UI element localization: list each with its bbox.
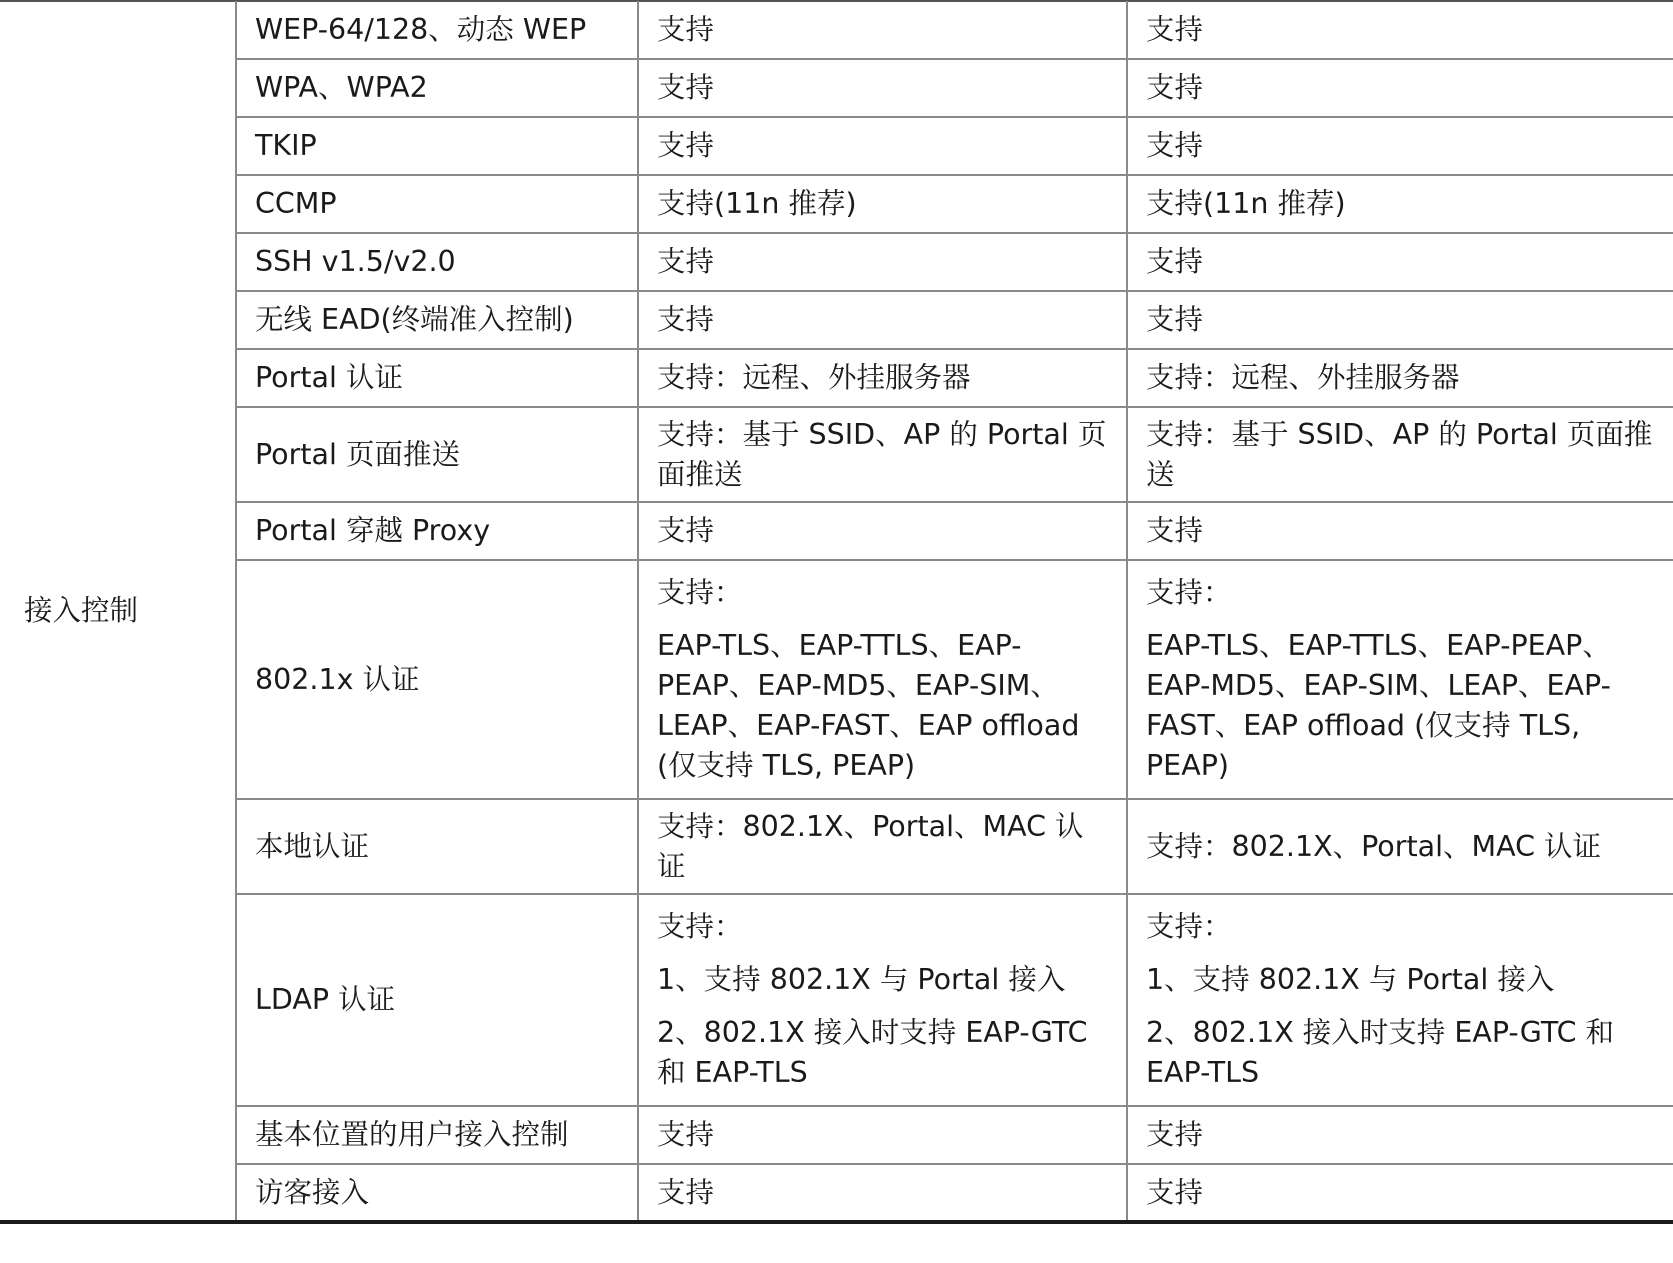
value-cell-b <box>638 894 1127 1106</box>
cell-text: 支持 <box>1146 303 1204 336</box>
feature-cell: WEP-64/128、动态 WEP <box>236 1 638 59</box>
cell-text: 1、支持 802.1X 与 Portal 接入 <box>657 963 1066 996</box>
cell-text: 支持 <box>657 129 715 162</box>
feature-cell: 访客接入 <box>236 1164 638 1222</box>
cell-text: 支持：802.1X、Portal、MAC 认证 <box>1146 829 1602 863</box>
value-cell-c <box>1127 175 1673 233</box>
cell-text: 2、802.1X 接入时支持 EAP-GTC 和 EAP-TLS <box>1146 1016 1615 1089</box>
table-row <box>0 799 1673 894</box>
feature-cell: Portal 穿越 Proxy <box>236 502 638 560</box>
cell-text: 支持： <box>657 910 743 943</box>
value-cell-c <box>1127 502 1673 560</box>
cell-text: 支持： <box>1146 910 1232 943</box>
spec-table <box>0 1 1673 1224</box>
value-cell-c <box>1127 59 1673 117</box>
cell-text: 支持 <box>657 1118 715 1151</box>
table-row <box>0 349 1673 407</box>
table-row <box>0 894 1673 1106</box>
feature-cell: 无线 EAD(终端准入控制) <box>236 291 638 349</box>
value-cell-c <box>1127 407 1673 502</box>
cell-text: 支持 <box>1146 245 1204 278</box>
cell-text: 支持(11n 推荐) <box>1146 187 1346 220</box>
table-row <box>0 407 1673 502</box>
cell-text: 支持：基于 SSID、AP 的 Portal 页面推送 <box>1146 417 1653 491</box>
cell-text: 支持(11n 推荐) <box>657 187 857 220</box>
value-cell-c <box>1127 349 1673 407</box>
table-row <box>0 117 1673 175</box>
cell-text: 1、支持 802.1X 与 Portal 接入 <box>1146 963 1555 996</box>
table-row <box>0 59 1673 117</box>
value-cell-b <box>638 502 1127 560</box>
feature-cell: Portal 页面推送 <box>236 407 638 502</box>
feature-cell: 基本位置的用户接入控制 <box>236 1106 638 1164</box>
value-cell-b <box>638 799 1127 894</box>
feature-cell: TKIP <box>236 117 638 175</box>
feature-cell: SSH v1.5/v2.0 <box>236 233 638 291</box>
feature-cell: 本地认证 <box>236 799 638 894</box>
cell-text: 支持 <box>657 245 715 278</box>
cell-text: 支持：802.1X、Portal、MAC 认证 <box>657 809 1084 883</box>
value-cell-c <box>1127 117 1673 175</box>
value-cell-c <box>1127 1106 1673 1164</box>
value-cell-b <box>638 349 1127 407</box>
value-cell-b <box>638 175 1127 233</box>
feature-cell: Portal 认证 <box>236 349 638 407</box>
cell-text: EAP-TLS、EAP-TTLS、EAP-PEAP、EAP-MD5、EAP-SIM、LEAP、EAP-FAST、EAP offload (仅支持 TLS, PEAP) <box>657 629 1080 782</box>
table-row <box>0 1106 1673 1164</box>
cell-text: 支持：远程、外挂服务器 <box>1146 361 1460 394</box>
value-cell-b <box>638 233 1127 291</box>
table-row <box>0 233 1673 291</box>
value-cell-b <box>638 1164 1127 1222</box>
value-cell-b <box>638 1 1127 59</box>
cell-text: 支持：基于 SSID、AP 的 Portal 页面推送 <box>657 417 1107 491</box>
value-cell-b <box>638 1106 1127 1164</box>
table-row <box>0 291 1673 349</box>
table-row <box>0 1164 1673 1222</box>
cell-text: 支持： <box>1146 576 1232 609</box>
cell-text: 支持 <box>657 514 715 547</box>
value-cell-c <box>1127 560 1673 799</box>
cell-text: 支持 <box>657 71 715 104</box>
value-cell-b <box>638 117 1127 175</box>
cell-text: 支持 <box>657 303 715 336</box>
value-cell-b <box>638 560 1127 799</box>
cell-text: 支持： <box>657 576 743 609</box>
feature-cell: CCMP <box>236 175 638 233</box>
cell-text: 支持 <box>1146 129 1204 162</box>
cell-text: 支持 <box>1146 514 1204 547</box>
cell-text: 2、802.1X 接入时支持 EAP-GTC 和 EAP-TLS <box>657 1016 1088 1089</box>
value-cell-c <box>1127 1 1673 59</box>
feature-cell: WPA、WPA2 <box>236 59 638 117</box>
cell-text: 支持：远程、外挂服务器 <box>657 361 971 394</box>
cell-text: 支持 <box>1146 71 1204 104</box>
table-row <box>0 502 1673 560</box>
feature-cell: LDAP 认证 <box>236 894 638 1106</box>
spec-table-body <box>0 1 1673 1222</box>
value-cell-b <box>638 407 1127 502</box>
value-cell-c <box>1127 1164 1673 1222</box>
value-cell-b <box>638 59 1127 117</box>
table-row <box>0 1 1673 59</box>
value-cell-c <box>1127 799 1673 894</box>
category-cell: 接入控制 <box>0 1 236 1222</box>
cell-text: 支持 <box>657 12 715 46</box>
value-cell-c <box>1127 894 1673 1106</box>
table-row <box>0 175 1673 233</box>
cell-text: 支持 <box>1146 1175 1204 1209</box>
table-row <box>0 560 1673 799</box>
value-cell-b <box>638 291 1127 349</box>
cell-text: EAP-TLS、EAP-TTLS、EAP-PEAP、EAP-MD5、EAP-SIM、LEAP、EAP-FAST、EAP offload (仅支持 TLS, PEAP) <box>1146 629 1611 782</box>
value-cell-c <box>1127 233 1673 291</box>
cell-text: 支持 <box>1146 12 1204 46</box>
value-cell-c <box>1127 291 1673 349</box>
cell-text: 支持 <box>1146 1118 1204 1151</box>
feature-cell: 802.1x 认证 <box>236 560 638 799</box>
cell-text: 支持 <box>657 1175 715 1209</box>
